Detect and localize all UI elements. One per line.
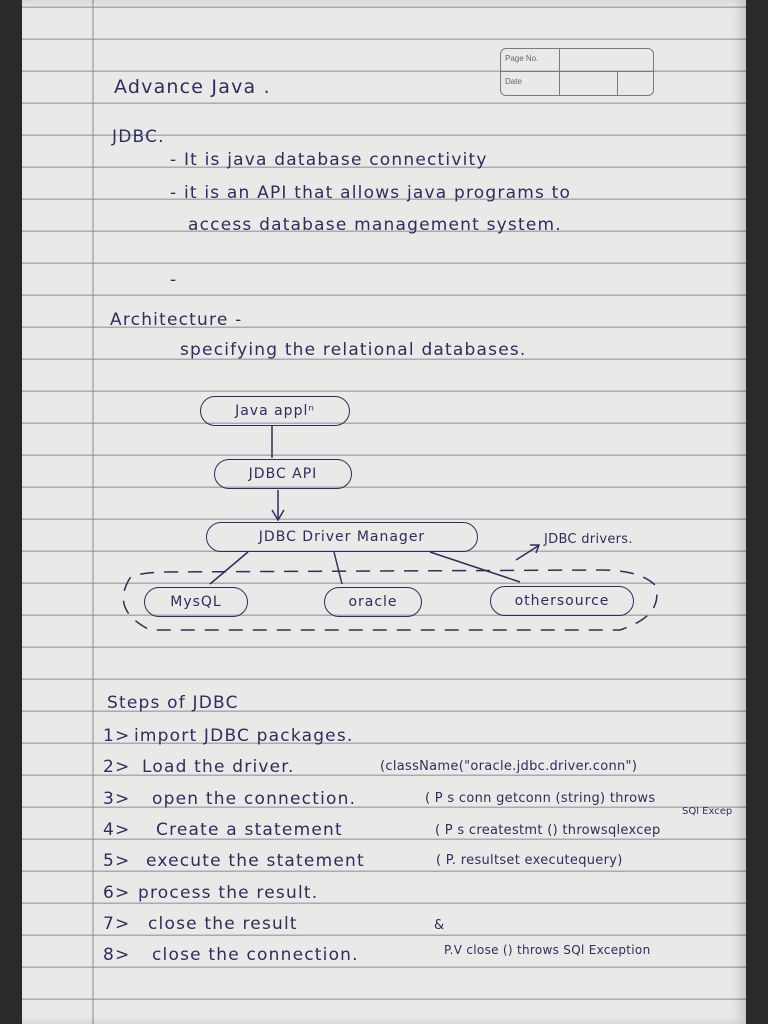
steps-heading: Steps of JDBC [107, 693, 239, 713]
connector-manager-other [430, 552, 520, 582]
jdbc-point-2: - it is an API that allows java programs to [170, 183, 572, 203]
architecture-heading: Architecture - [110, 310, 243, 330]
architecture-subtitle: specifying the relational databases. [180, 340, 527, 360]
step-4-note: ( P s createstmt () throwsqlexcep [435, 823, 661, 838]
step-3-text: open the connection. [152, 789, 357, 809]
step-4-text: Create a statement [156, 820, 343, 840]
step-5-number: 5> [103, 851, 131, 871]
node-other-source: othersource [490, 586, 634, 616]
step-3-note: ( P s conn getconn (string) throws [425, 791, 656, 806]
annotation-arrow [516, 546, 538, 560]
page-no-label: Page No. [505, 54, 539, 63]
step-5-text: execute the statement [146, 851, 365, 871]
step-6-number: 6> [103, 883, 131, 903]
step-2-number: 2> [103, 757, 131, 777]
node-java-app: Java applⁿ [200, 396, 350, 426]
connector-manager-mysql [210, 552, 248, 584]
jdbc-point-1: - It is java database connectivity [170, 150, 488, 170]
step-1-text: import JDBC packages. [134, 726, 354, 746]
page-title: Advance Java . [114, 76, 271, 98]
step-1-number: 1> [103, 726, 131, 746]
date-label: Date [505, 77, 522, 86]
jdbc-heading: JDBC. [112, 127, 165, 147]
step-8-number: 8> [103, 945, 131, 965]
step-8-text: close the connection. [152, 945, 359, 965]
step-2-text: Load the driver. [142, 757, 295, 777]
jdbc-point-3: access database management system. [188, 215, 562, 235]
step-7-number: 7> [103, 914, 131, 934]
step-3-number: 3> [103, 789, 131, 809]
step-6-text: process the result. [138, 883, 319, 903]
step-7-note: & [434, 918, 445, 933]
step-7-text: close the result [148, 914, 298, 934]
node-jdbc-api: JDBC API [214, 459, 352, 489]
node-mysql: MysQL [144, 587, 248, 617]
step-3-note-cont: SQl Excep [682, 806, 733, 817]
jdbc-point-4: - [170, 270, 178, 290]
step-8-note: P.V close () throws SQl Exception [444, 943, 651, 957]
connector-manager-oracle [334, 552, 342, 584]
node-driver-manager: JDBC Driver Manager [206, 522, 478, 552]
step-5-note: ( P. resultset executequery) [436, 853, 623, 868]
jdbc-drivers-annotation: JDBC drivers. [544, 532, 633, 547]
step-2-note: (className("oracle.jdbc.driver.conn") [380, 759, 638, 774]
step-4-number: 4> [103, 820, 131, 840]
node-oracle: oracle [324, 587, 422, 617]
